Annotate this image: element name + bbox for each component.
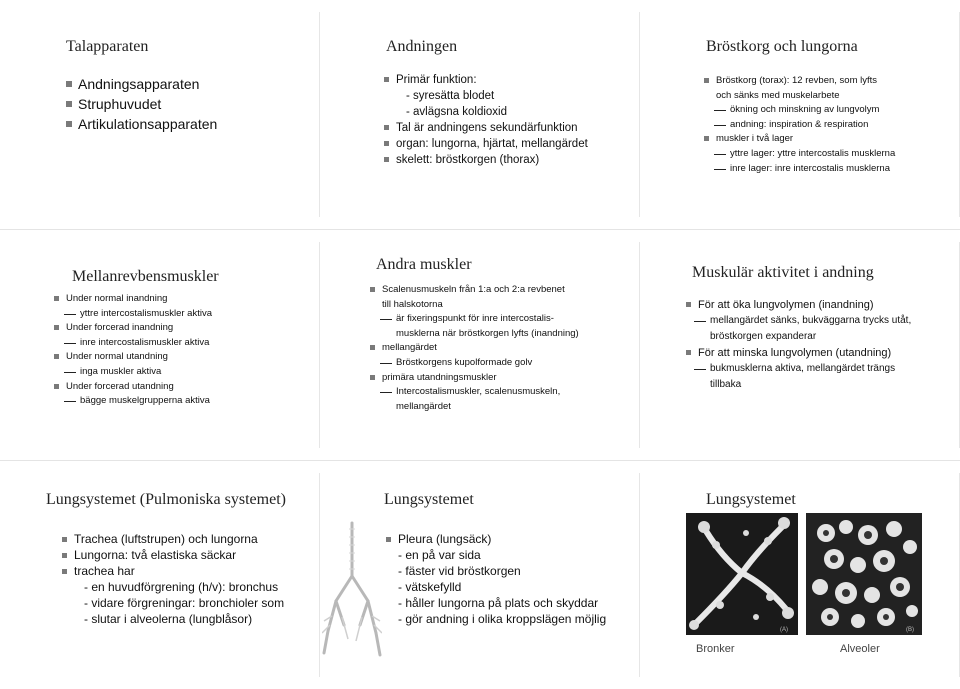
list-item: bägge muskelgrupperna aktiva xyxy=(54,394,212,409)
list-item: organ: lungorna, hjärtat, mellangärdet xyxy=(384,136,588,152)
list-item: - fäster vid bröstkorgen xyxy=(398,564,521,578)
slide-title: Andra muskler xyxy=(376,256,472,273)
slide-lungsystemet-bilder xyxy=(640,461,960,689)
list-item: andning: inspiration & respiration xyxy=(704,118,895,133)
slide-title: Muskulär aktivitet i andning xyxy=(692,264,874,281)
list-item: tillbaka xyxy=(710,379,742,390)
slide-title: Bröstkorg och lungorna xyxy=(706,38,858,55)
slide-title: Lungsystemet xyxy=(706,491,796,508)
list-item: är fixeringspunkt för inre intercostalis- xyxy=(370,312,579,327)
list-item: - vidare förgreningar: bronchioler som xyxy=(84,596,285,610)
bullet-list xyxy=(384,72,588,168)
list-item: Trachea (luftstrupen) och lungorna xyxy=(62,531,284,547)
slide-title: Lungsystemet xyxy=(384,491,474,508)
bullet-list xyxy=(66,74,217,134)
list-item: - vätskefylld xyxy=(398,580,462,594)
slide-title: Mellanrevbensmuskler xyxy=(72,268,219,285)
list-item: För att öka lungvolymen (inandning) xyxy=(686,297,911,313)
slide-muskular-aktivitet xyxy=(640,230,960,460)
list-item: Bröstkorgens kupolformade golv xyxy=(370,356,579,371)
alveoli-micrograph xyxy=(806,513,922,635)
bullet-list xyxy=(704,74,895,176)
list-item: inre lager: inre intercostalis musklerna xyxy=(704,162,895,177)
list-item: - gör andning i olika kroppslägen möjlig xyxy=(398,612,607,626)
list-item: till halskotorna xyxy=(382,298,443,310)
slide-lungsystemet-pleura xyxy=(320,461,640,689)
slide-brostkorg xyxy=(640,0,960,229)
list-item: Lungorna: två elastiska säckar xyxy=(62,547,284,563)
figure-label-a: (A) xyxy=(780,627,788,633)
list-item: mellangärdet xyxy=(370,341,579,356)
list-item: - slutar i alveolerna (lungblåsor) xyxy=(84,612,253,626)
bullet-list xyxy=(686,297,911,393)
bullet-list xyxy=(54,292,212,409)
list-item: Tal är andningens sekundärfunktion xyxy=(384,120,588,136)
list-item: Under forcerad utandning xyxy=(54,380,212,395)
slide-mellanrevbensmuskler xyxy=(0,230,320,460)
list-item: inga muskler aktiva xyxy=(54,365,212,380)
list-item: mellangärdet sänks, bukväggarna trycks utåt, xyxy=(686,313,911,329)
bronchial-tree-illustration xyxy=(322,521,382,661)
list-item: - håller lungorna på plats och skyddar xyxy=(398,596,599,610)
slide-title: Lungsystemet (Pulmoniska systemet) xyxy=(46,491,286,508)
list-item: inre intercostalismuskler aktiva xyxy=(54,336,212,351)
list-item: - avlägsna koldioxid xyxy=(406,106,508,118)
slide-talapparaten xyxy=(0,0,320,229)
caption-bronker: Bronker xyxy=(696,643,735,655)
list-item: Artikulationsapparaten xyxy=(66,114,217,134)
list-item: Under normal utandning xyxy=(54,350,212,365)
list-item: mellangärdet xyxy=(396,400,451,412)
list-item: musklerna när bröstkorgen lyfts (inandning) xyxy=(396,327,579,339)
bronchi-micrograph xyxy=(686,513,798,635)
slide-title: Talapparaten xyxy=(66,38,149,55)
list-item: Under normal inandning xyxy=(54,292,212,307)
list-item: För att minska lungvolymen (utandning) xyxy=(686,345,911,361)
list-item: - en huvudförgrening (h/v): bronchus xyxy=(84,580,279,594)
list-item: Under forcerad inandning xyxy=(54,321,212,336)
list-item: muskler i två lager xyxy=(704,132,895,147)
list-item: - en på var sida xyxy=(398,548,481,562)
list-item: och sänks med muskelarbete xyxy=(716,89,840,101)
list-item: Pleura (lungsäck) xyxy=(386,531,606,547)
slide-title: Andningen xyxy=(386,38,458,55)
slide-andra-muskler xyxy=(320,230,640,460)
list-item: ökning och minskning av lungvolym xyxy=(704,103,895,118)
list-item: yttre intercostalismuskler aktiva xyxy=(54,307,212,322)
caption-alveoler: Alveoler xyxy=(840,643,880,655)
bullet-list xyxy=(62,531,284,627)
list-item: primära utandningsmuskler xyxy=(370,371,579,386)
figure-label-b: (B) xyxy=(906,627,914,633)
list-item: Primär funktion: xyxy=(384,72,588,88)
list-item: trachea har xyxy=(62,563,284,579)
list-item: Andningsapparaten xyxy=(66,74,217,94)
list-item: Bröstkorg (torax): 12 revben, som lyfts xyxy=(704,74,895,89)
list-item: bukmusklerna aktiva, mellangärdet trängs xyxy=(686,361,911,377)
bullet-list xyxy=(370,283,579,414)
list-item: Intercostalismuskler, scalenusmuskeln, xyxy=(370,385,579,400)
list-item: skelett: bröstkorgen (thorax) xyxy=(384,152,588,168)
slide-andningen xyxy=(320,0,640,229)
bullet-list xyxy=(386,531,606,627)
list-item: - syresätta blodet xyxy=(406,90,495,102)
list-item: yttre lager: yttre intercostalis musklerna xyxy=(704,147,895,162)
list-item: bröstkorgen expanderar xyxy=(710,331,817,342)
list-item: Struphuvudet xyxy=(66,94,217,114)
slide-lungsystemet-pulmoniska xyxy=(0,461,320,689)
list-item: Scalenusmuskeln från 1:a och 2:a revbenet xyxy=(370,283,579,298)
